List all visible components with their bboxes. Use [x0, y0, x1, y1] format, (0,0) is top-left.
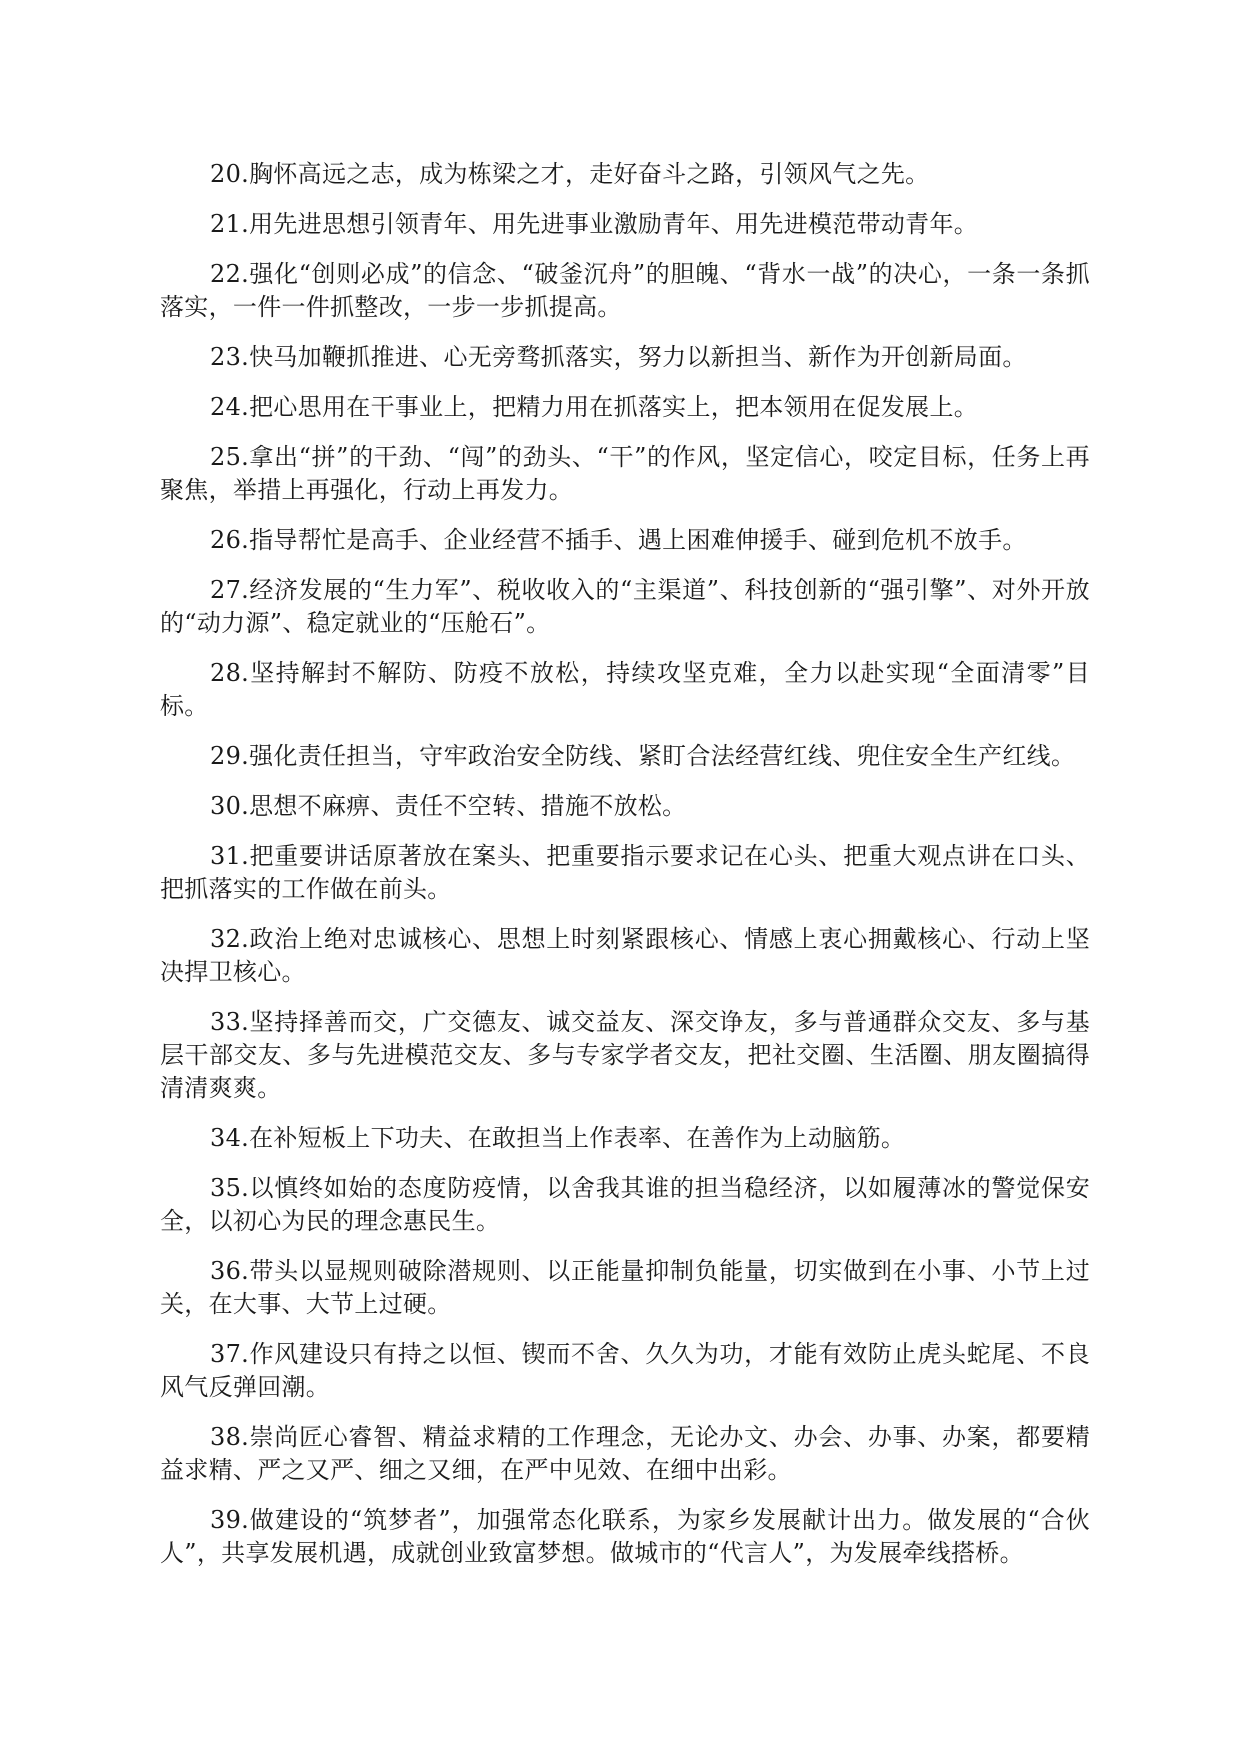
- list-item: 24.把心思用在干事业上，把精力用在抓落实上，把本领用在促发展上。: [210, 393, 979, 421]
- list-item: 26.指导帮忙是高手、企业经营不插手、遇上困难伸援手、碰到危机不放手。: [210, 526, 1027, 554]
- list-item: 33.坚持择善而交，广交德友、诚交益友、深交诤友，多与普通群众交友、多与基层干部交友、多与先进模范交友、多与专家学者交友，把社交圈、生活圈、朋友圈搞得清清爽爽。: [160, 1008, 1090, 1102]
- list-item: 31.把重要讲话原著放在案头、把重要指示要求记在心头、把重大观点讲在口头、把抓落实的工作做在前头。: [160, 842, 1090, 903]
- list-item: 29.强化责任担当，守牢政治安全防线、紧盯合法经营红线、兜住安全生产红线。: [210, 742, 1076, 770]
- list-item: 25.拿出“拼”的干劲、“闯”的劲头、“干”的作风，坚定信心，咬定目标，任务上再聚焦，举措上再强化，行动上再发力。: [160, 443, 1090, 504]
- list-item: 28.坚持解封不解防、防疫不放松，持续攻坚克难，全力以赴实现“全面清零”目标。: [160, 659, 1090, 720]
- list-item: 30.思想不麻痹、责任不空转、措施不放松。: [210, 792, 687, 820]
- document-body: [160, 158, 1090, 1587]
- list-item: 35.以慎终如始的态度防疫情，以舍我其谁的担当稳经济，以如履薄冰的警觉保安全，以初心为民的理念惠民生。: [160, 1174, 1090, 1235]
- list-item: 22.强化“创则必成”的信念、“破釜沉舟”的胆魄、“背水一战”的决心，一条一条抓落实，一件一件抓整改，一步一步抓提高。: [160, 260, 1090, 321]
- list-item: 39.做建设的“筑梦者”，加强常态化联系，为家乡发展献计出力。做发展的“合伙人”，共享发展机遇，成就创业致富梦想。做城市的“代言人”，为发展牵线搭桥。: [160, 1506, 1090, 1567]
- list-item: 20.胸怀高远之志，成为栋梁之才，走好奋斗之路，引领风气之先。: [210, 160, 930, 188]
- list-item: 32.政治上绝对忠诚核心、思想上时刻紧跟核心、情感上衷心拥戴核心、行动上坚决捍卫核心。: [160, 925, 1090, 986]
- list-item: 37.作风建设只有持之以恒、锲而不舍、久久为功，才能有效防止虎头蛇尾、不良风气反弹回潮。: [160, 1340, 1090, 1401]
- list-item: 34.在补短板上下功夫、在敢担当上作表率、在善作为上动脑筋。: [210, 1124, 906, 1152]
- list-item: 27.经济发展的“生力军”、税收收入的“主渠道”、科技创新的“强引擎”、对外开放的“动力源”、稳定就业的“压舱石”。: [160, 576, 1090, 637]
- list-item: 38.崇尚匠心睿智、精益求精的工作理念，无论办文、办会、办事、办案，都要精益求精、严之又严、细之又细，在严中见效、在细中出彩。: [160, 1423, 1090, 1484]
- list-item: 21.用先进思想引领青年、用先进事业激励青年、用先进模范带动青年。: [210, 210, 979, 238]
- list-item: 23.快马加鞭抓推进、心无旁骛抓落实，努力以新担当、新作为开创新局面。: [210, 343, 1027, 371]
- list-item: 36.带头以显规则破除潜规则、以正能量抑制负能量，切实做到在小事、小节上过关，在大事、大节上过硬。: [160, 1257, 1090, 1318]
